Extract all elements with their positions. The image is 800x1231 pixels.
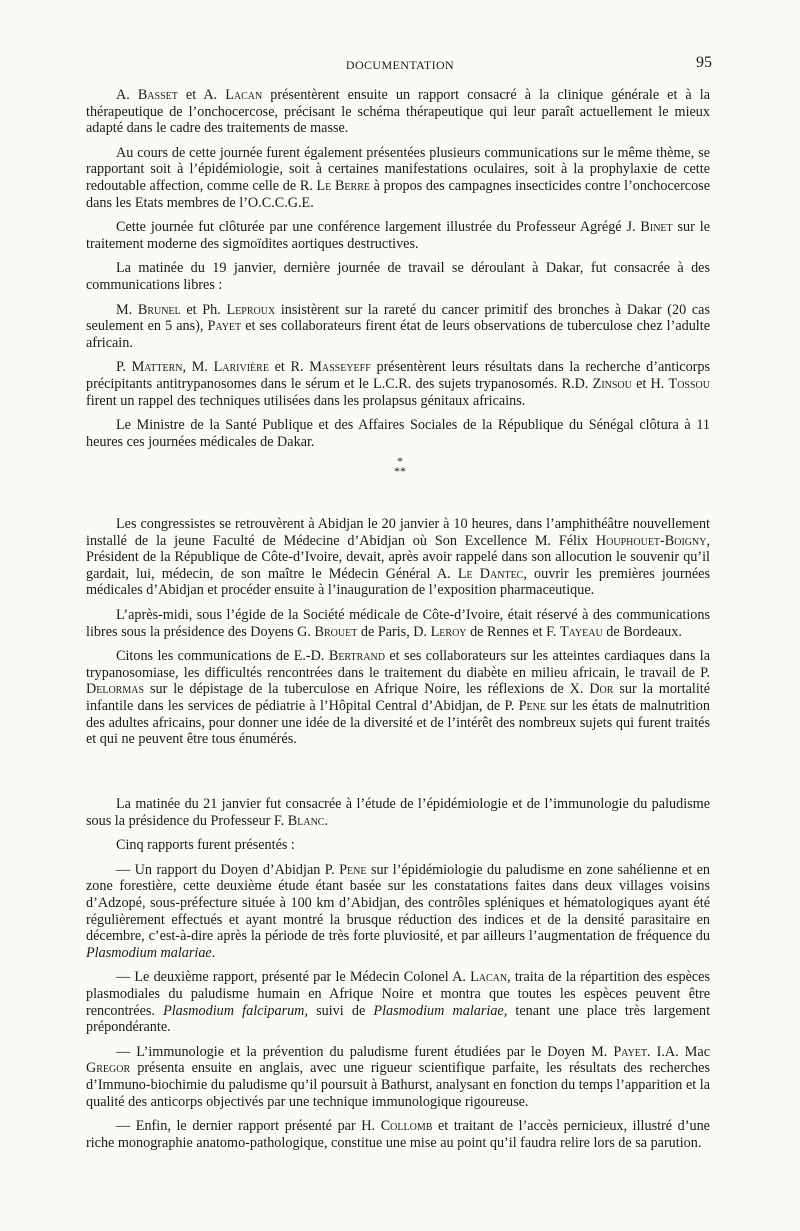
text-run: M.: [116, 301, 138, 318]
text-run: de Rennes et F.: [466, 623, 560, 640]
text-run: et ses collaborateurs firent état de leurs observations de tuberculose chez l’adulte africain.: [86, 318, 710, 351]
species-name: Plasmodium falciparum,: [163, 1002, 308, 1019]
author-name: Leproux: [226, 301, 276, 318]
author-name: Bertrand: [328, 648, 385, 665]
text-run: L’après-midi, sous l’égide de la Société médicale de Côte-d’Ivoire, était réservé à des communications libres sous la présidence des Doyens G.: [86, 606, 710, 640]
paragraph: [86, 219, 710, 252]
author-name: Larivière: [213, 359, 269, 376]
section-abidjan-opening: [86, 516, 710, 756]
text-run: Au cours de cette journée furent également présentées plusieurs communications sur le même thème, se rapportant soit à l’épidémiologie, soit à certaines manifestations oculaires, soit à la prophylaxie de cette redoutable affection, comme celle de R.: [86, 144, 710, 194]
text-run: sur le traitement moderne des sigmoïdites aortiques destructives.: [86, 219, 710, 252]
author-name: Le Berre: [316, 177, 370, 194]
text-run: et traitant de l’accès pernicieux, illustré d’une riche monographie anatomo-pathologique, constitue une mise au point qu’il faudra relire lors de sa parution.: [86, 1118, 710, 1151]
author-name: Dor: [589, 681, 614, 698]
text-run: — Un rapport du Doyen d’Abidjan P.: [116, 861, 340, 878]
author-name: Masseyeff: [309, 359, 371, 376]
author-name: Collomb: [380, 1118, 433, 1135]
text-run: et H.: [631, 375, 669, 392]
paragraph: [86, 1118, 710, 1151]
text-run: A.: [116, 87, 138, 103]
text-run: La matinée du 19 janvier, dernière journée de travail se déroulant à Dakar, fut consacrée à des communications libres :: [86, 260, 710, 293]
paragraph: [86, 260, 710, 293]
author-name: Basset: [137, 87, 178, 103]
author-name: Pene: [518, 697, 546, 714]
text-run: sur la mortalité infantile dans les services de pédiatrie à l’Hôpital Central d’Abidjan, de P.: [86, 681, 710, 714]
text-run: — L’immunologie et la prévention du paludisme furent étudiées par le Doyen M.: [116, 1043, 614, 1060]
author-name: Payet: [613, 1043, 647, 1060]
author-name: Blanc: [287, 812, 325, 829]
paragraph: [86, 969, 710, 1035]
paragraph: [86, 607, 710, 640]
species-name: Plasmodium malariae,: [373, 1002, 508, 1019]
text-run: de Bordeaux.: [602, 623, 682, 640]
paragraph: [86, 302, 710, 352]
section-paludisme-reports: [86, 796, 710, 1159]
paragraph: [86, 359, 710, 409]
author-name: Gregor: [86, 1060, 131, 1077]
author-name: Tossou: [668, 375, 710, 392]
author-name: Lacan: [225, 87, 263, 103]
text-run: sur les états de malnutrition des adultes africains, pour donner une idée de la diversité et de l’intérêt des nombreux sujets qui furent traités et qui ne peuvent être tous énumérés.: [86, 697, 710, 748]
text-run: présentèrent leurs résultats dans la recherche d’anticorps précipitants antitrypanosomes dans le sérum et le L.C.R. des sujets trypanosomés. R.D.: [86, 359, 710, 392]
text-run: sur l’épidémiologie du paludisme en zone sahélienne et en zone forestière, cette deuxième étude étant basée sur les constatations faites dans deux villages voisins d’Adzopé, sous-préfecture située à 100 km d’Abidjan, des contrôles spléniques et hématologiques ayant été régulièrement effectués et ayant montré la brusque réduction des indices et de la densité parasitaire en décembre, c’est-à-dire après la période de très forte pluviosité, et par ailleurs l’augmentation de fréquence du: [86, 861, 710, 945]
text-run: insistèrent sur la rareté du cancer primitif des bronches à Dakar (20 cas seulement en 5 ans),: [86, 301, 710, 335]
text-run: . I.A. Mac: [647, 1043, 710, 1060]
paragraph: [86, 87, 710, 137]
text-run: , traita de la répartition des espèces plasmodiales du paludisme humain en Afrique Noire et montra que toutes les espèces peuvent être rencontrées.: [86, 969, 710, 1019]
author-name: Payet: [207, 318, 242, 335]
paragraph: [86, 145, 710, 211]
author-name: Binet: [640, 219, 673, 236]
text-run: et ses collaborateurs sur les atteintes cardiaques dans la trypanosomiase, les difficultés rencontrées dans le traitement du diabète en milieu africain, le travail de P.: [86, 648, 711, 681]
author-name: Leroy: [430, 623, 467, 640]
text-run: et Ph.: [180, 301, 227, 318]
paragraph: [86, 648, 710, 748]
author-name: Delormas: [86, 681, 145, 698]
text-run: Cinq rapports furent présentés :: [116, 837, 295, 854]
author-name: Mattern: [131, 359, 183, 376]
text-run: Citons les communications de E.-D.: [116, 648, 329, 665]
text-run: La matinée du 21 janvier fut consacrée à l’étude de l’épidémiologie et de l’immunologie du paludisme sous la présidence du Professeur F.: [86, 796, 710, 829]
text-run: .: [211, 944, 216, 961]
paragraph: [86, 796, 710, 829]
paragraph: [86, 862, 710, 962]
author-name: Pene: [339, 861, 367, 878]
page-number: 95: [696, 54, 712, 71]
text-run: sur le dépistage de la tuberculose en Afrique Noire, les réflexions de X.: [144, 681, 590, 698]
text-run: — Enfin, le dernier rapport présenté par H.: [116, 1118, 381, 1135]
text-run: firent un rappel des techniques utilisées dans les prolapsus génitaux africains.: [86, 392, 526, 409]
text-run: présenta ensuite en anglais, avec une rigueur scientifique parfaite, les résultats des recherches d’Immuno-biochimie du paludisme qu’il poursuit à Bathurst, analysant en fonction du temps l’apparition et la qualité des anticorps objectivés par une technique immunologique rigoureuse.: [86, 1060, 710, 1110]
paragraph: [86, 1044, 710, 1110]
text-run: Les congressistes se retrouvèrent à Abidjan le 20 janvier à 10 heures, dans l’amphithéâtre nouvellement installé de la jeune Faculté de Médecine d’Abidjan où Son Excellence M. Félix: [86, 516, 710, 549]
author-name: Lacan: [470, 969, 508, 986]
species-name: Plasmodium malariae: [86, 944, 212, 961]
author-name: Houphouet-Boigny: [595, 532, 707, 549]
text-run: Le Ministre de la Santé Publique et des Affaires Sociales de la République du Sénégal clôtura à 11 heures ces journées médicales de Dakar.: [86, 417, 710, 450]
author-name: Tayeau: [559, 623, 603, 640]
asterism-ornament: * **: [394, 454, 406, 478]
text-run: tenant une place très largement prépondérante.: [86, 1002, 711, 1036]
text-run: de Paris, D.: [357, 623, 431, 640]
text-run: .: [324, 812, 329, 829]
text-run: P.: [116, 359, 132, 376]
author-name: Le Dantec: [457, 565, 524, 582]
text-run: , Président de la République de Côte-d’Ivoire, devait, après avoir rappelé dans son allocution le souvenir qu’il gardait, lui, médecin, de son maître le Médecin Général A.: [86, 532, 710, 582]
text-run: à propos des campagnes insecticides contre l’onchocercose dans les Etats membres de l’O.C.C.G.E.: [86, 177, 711, 211]
text-run: — Le deuxième rapport, présenté par le Médecin Colonel A.: [116, 969, 471, 986]
text-run: suivi de: [307, 1002, 374, 1019]
paragraph: [86, 516, 710, 599]
author-name: Brunel: [137, 301, 181, 318]
paragraph: [86, 837, 710, 854]
author-name: Zinsou: [592, 375, 632, 392]
running-title: DOCUMENTATION: [345, 58, 455, 72]
text-run: , ouvrir les premières journées médicales d’Abidjan et procéder ensuite à l’inauguration de l’exposition pharmaceutique.: [86, 565, 710, 599]
section-dakar-closing: [86, 87, 710, 458]
author-name: Brouet: [314, 623, 358, 640]
page-header: [0, 54, 800, 76]
text-run: présentèrent ensuite un rapport consacré à la clinique générale et à la thérapeutique de l’onchocercose, précisant le schéma thérapeutique qui leur paraît actuellement le mieux adapté dans le cadre des traitements de masse.: [86, 87, 710, 137]
text-run: Cette journée fut clôturée par une conférence largement illustrée du Professeur Agrégé J.: [116, 219, 641, 236]
paragraph: [86, 417, 710, 450]
text-run: et A.: [177, 87, 226, 103]
text-run: et R.: [268, 359, 310, 376]
text-run: , M.: [182, 359, 214, 376]
